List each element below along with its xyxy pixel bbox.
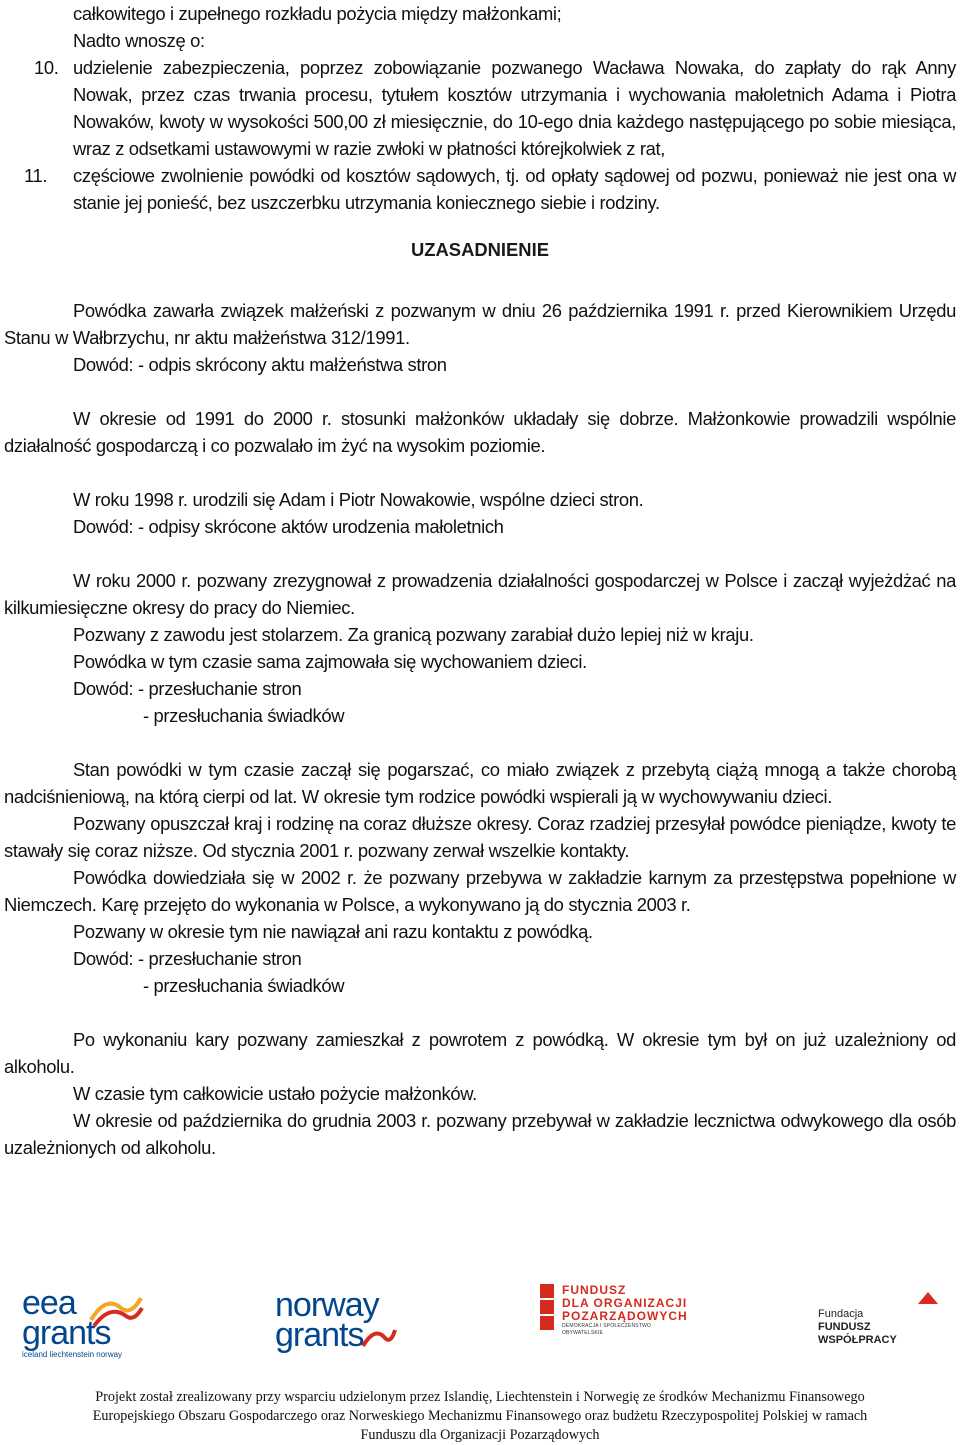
- norway-wave-icon: [361, 1324, 397, 1352]
- prev-item-line: całkowitego i zupełnego rozkładu pożycia między małżonkami;: [73, 3, 562, 24]
- sponsor-logos: [0, 1278, 960, 1388]
- list-number: 11.: [24, 165, 48, 186]
- paragraph: Powódka w tym czasie sama zajmowała się wychowaniem dzieci.: [73, 651, 587, 672]
- footer-line1: Projekt został zrealizowany przy wsparciu udzielonym przez Islandię, Liechtenstein i Norwegię ze środków Mechanizmu Finansowego: [95, 1389, 865, 1405]
- fundusz-wspolpracy-logo: [818, 1308, 948, 1347]
- proof-line: Dowód: - odpisy skrócone aktów urodzenia małoletnich: [73, 516, 504, 537]
- eea-logo-line2: grants: [22, 1314, 111, 1352]
- eea-grants-logo: [22, 1284, 142, 1359]
- footer-line2: Europejskiego Obszaru Gospodarczego oraz Norweskiego Mechanizmu Finansowego oraz budżetu Rzeczypospolitej Polskiej w ramach: [92, 1408, 868, 1424]
- proof-line: Dowód: - przesłuchanie stron: [73, 678, 302, 699]
- paragraph: W roku 2000 r. pozwany zrezygnował z prowadzenia działalności gospodarczej w Polsce i zaczął wyjeżdżać na kilkumiesięczne okresy do pracy do Niemiec.: [4, 570, 956, 618]
- eea-logo-line1: eea: [22, 1284, 76, 1322]
- paragraph: Powódka dowiedziała się w 2002 r. że pozwany przebywa w zakładzie karnym za przestępstwa popełnione w Niemczech. Karę przejęto do wykonania w Polsce, a wykonywano ją do stycznia 2003 r.: [4, 867, 956, 915]
- document-body: [4, 0, 956, 1161]
- fws-line2: FUNDUSZ WSPÓŁPRACY: [818, 1321, 897, 1346]
- proof-line: - przesłuchania świadków: [143, 975, 345, 996]
- paragraph: W okresie od 1991 do 2000 r. stosunki małżonków układały się dobrze. Małżonkowie prowadzili wspólnie działalność gospodarczą i co pozwalało im żyć na wysokim poziomie.: [4, 408, 956, 456]
- paragraph: Stan powódki w tym czasie zaczął się pogarszać, co miało związek z przebytą ciążą mnogą a także chorobą nadciśnieniową, na którą cierpi od lat. W okresie tym rodzice powódki wspierali ją w wychowywaniu dzieci.: [4, 759, 956, 807]
- paragraph: Pozwany opuszczał kraj i rodzinę na coraz dłuższe okresy. Coraz rzadziej przesyłał powódce pieniądze, kwoty te stawały się coraz niższe. Od stycznia 2001 r. pozwany zerwał wszelkie kontakty.: [4, 813, 956, 861]
- fdop-mark-icon: [540, 1284, 556, 1330]
- fdop-sub: DEMOKRACJA I SPOŁECZEŃSTWO OBYWATELSKIE: [562, 1323, 652, 1336]
- eea-logo-sub: iceland liechtenstein norway: [22, 1350, 123, 1359]
- section-heading: UZASADNIENIE: [411, 239, 549, 260]
- norway-logo-line2: grants: [275, 1316, 364, 1354]
- fdop-line3: POZARZĄDOWYCH: [562, 1309, 688, 1323]
- norway-grants-logo: [275, 1286, 405, 1354]
- proof-line: - przesłuchania świadków: [143, 705, 345, 726]
- list-item-11: [4, 162, 956, 216]
- paragraph: Po wykonaniu kary pozwany zamieszkał z powrotem z powódką. W okresie tym był on już uzależniony od alkoholu.: [4, 1029, 956, 1077]
- fdop-line1: FUNDUSZ: [562, 1283, 627, 1297]
- paragraph: W czasie tym całkowicie ustało pożycie małżonków.: [73, 1083, 477, 1104]
- paragraph: W roku 1998 r. urodzili się Adam i Piotr Nowakowie, wspólne dzieci stron.: [73, 489, 644, 510]
- proof-line: Dowód: - przesłuchanie stron: [73, 948, 302, 969]
- fws-line1: Fundacja: [818, 1308, 864, 1320]
- proof-line: Dowód: - odpis skrócony aktu małżeństwa stron: [73, 354, 447, 375]
- funding-footer: [0, 1388, 960, 1445]
- list-item-text: częściowe zwolnienie powódki od kosztów sądowych, tj. od opłaty sądowej od pozwu, ponieważ nie jest ona w stanie jej ponieść, bez uszczerbku utrzymania koniecznego siebie i rodziny.: [73, 165, 956, 213]
- paragraph: W okresie od października do grudnia 2003 r. pozwany przebywał w zakładzie lecznictwa odwykowego dla osób uzależnionych od alkoholu.: [4, 1110, 956, 1158]
- fdop-line2: DLA ORGANIZACJI: [562, 1296, 688, 1310]
- list-item-text: udzielenie zabezpieczenia, poprzez zobowiązanie pozwanego Wacława Nowaka, do zapłaty do rąk Anny Nowak, przez czas trwania procesu, tytułem kosztów utrzymania i wychowania małoletnich Adama i Piotra Nowaków, kwoty w wysokości 500,00 zł miesięcznie, do 10-ego dnia każdego następującego po sobie miesiąca, wraz z odsetkami ustawowymi w razie zwłoki w płatności którejkolwiek z rat,: [73, 57, 956, 159]
- footer-line3: Funduszu dla Organizacji Pozarządowych: [360, 1427, 600, 1443]
- list-item-10: [4, 54, 956, 162]
- paragraph: Pozwany z zawodu jest stolarzem. Za granicą pozwany zarabiał dużo lepiej niż w kraju.: [73, 624, 754, 645]
- list-number: 10.: [34, 57, 59, 78]
- eea-wave-icon: [86, 1290, 146, 1330]
- fws-arrow-icon: [918, 1292, 938, 1306]
- norway-logo-line1: norway: [275, 1286, 379, 1324]
- paragraph: Pozwany w okresie tym nie nawiązał ani razu kontaktu z powódką.: [73, 921, 593, 942]
- requests-intro: Nadto wnoszę o:: [73, 30, 205, 51]
- paragraph: Powódka zawarła związek małżeński z pozwanym w dniu 26 października 1991 r. przed Kierownikiem Urzędu Stanu w Wałbrzychu, nr aktu małżeństwa 312/1991.: [4, 300, 956, 348]
